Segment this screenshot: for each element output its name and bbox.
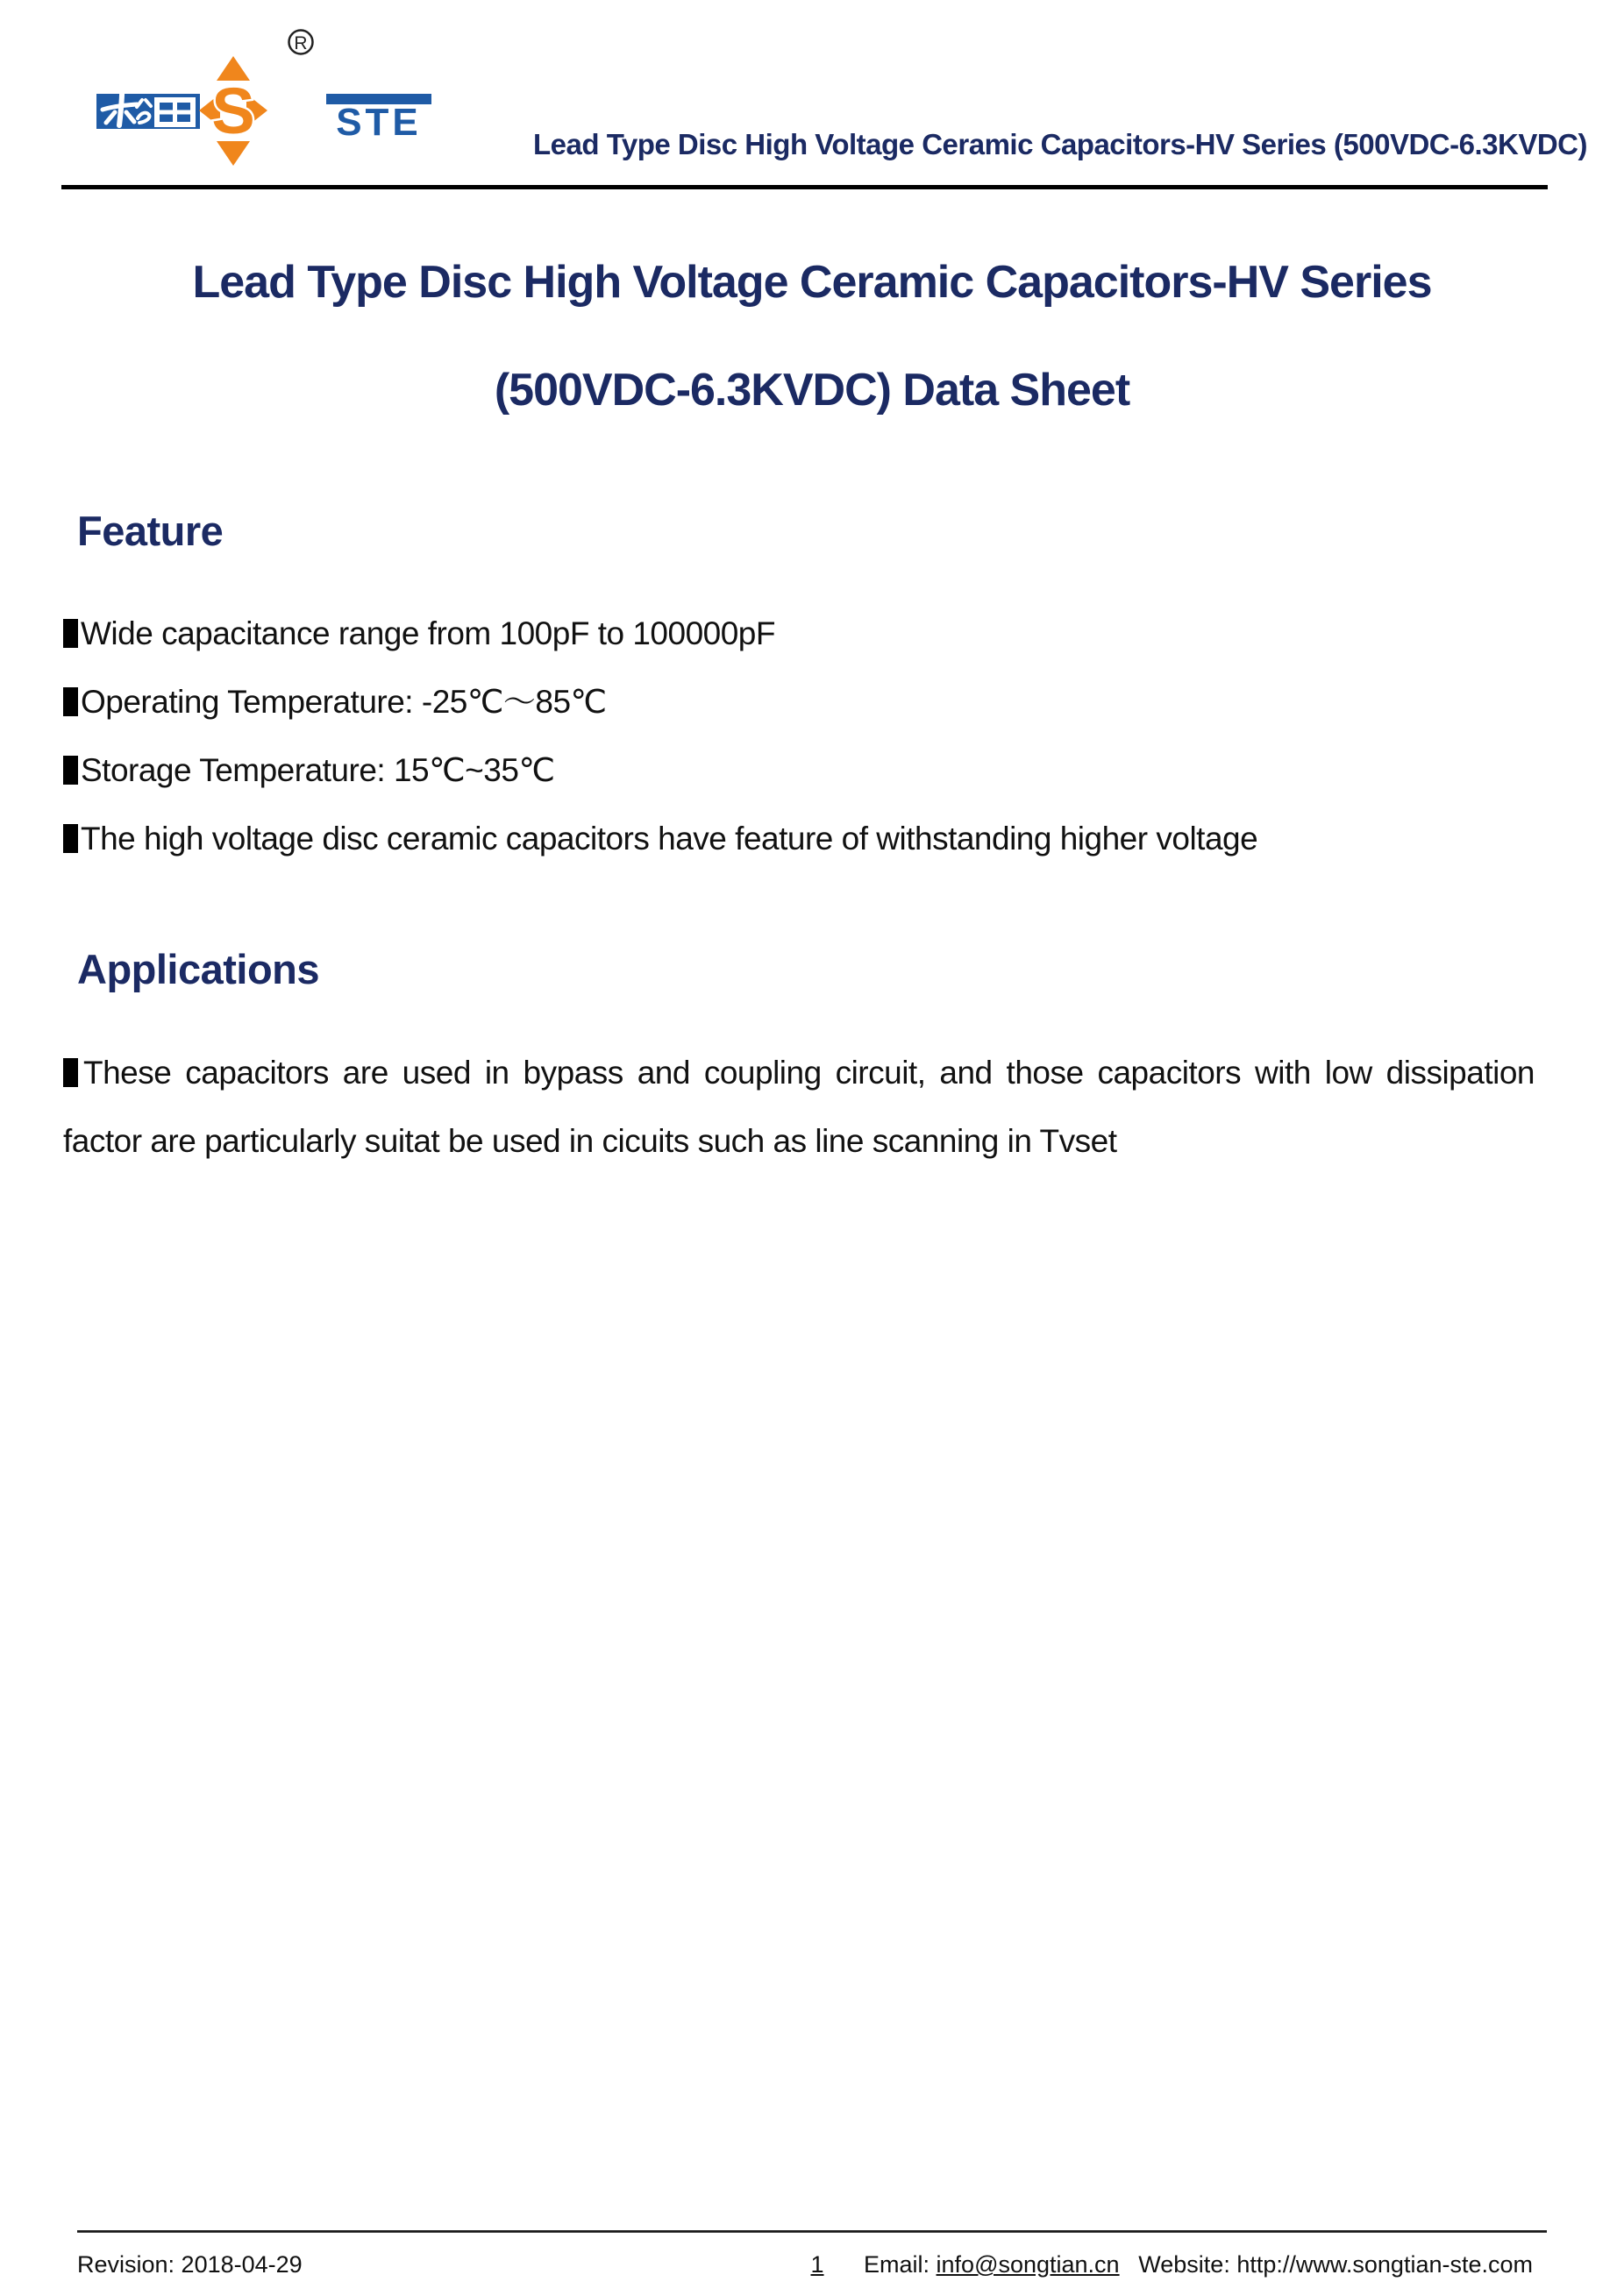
logo-s-letter: S	[211, 75, 255, 147]
logo-ste-text: STE	[336, 101, 422, 144]
feature-item	[63, 615, 1257, 653]
feature-item-text: Operating Temperature: -25℃～85℃	[81, 684, 607, 720]
feature-item	[63, 820, 1257, 858]
feature-item-text: The high voltage disc ceramic capacitors have feature of withstanding higher voltage	[81, 821, 1258, 857]
bullet-square-icon	[63, 619, 78, 648]
page-title-line2: (500VDC-6.3KVDC) Data Sheet	[494, 365, 1130, 416]
logo-s-compass-icon	[199, 56, 267, 166]
footer-revision: Revision: 2018-04-29	[77, 2251, 303, 2278]
feature-list	[63, 615, 1257, 888]
bullet-square-icon	[63, 756, 78, 785]
bullet-square-icon	[63, 687, 78, 716]
footer-divider	[77, 2230, 1547, 2233]
logo-ste-wordmark	[326, 94, 431, 144]
footer-website-label: Website:	[1138, 2251, 1237, 2278]
feature-item	[63, 683, 1257, 721]
feature-item-text: Wide capacitance range from 100pF to 100000pF	[81, 615, 775, 651]
company-logo	[88, 26, 438, 171]
registered-letter: R	[294, 33, 308, 53]
feature-heading: Feature	[77, 508, 224, 554]
applications-heading: Applications	[77, 946, 320, 992]
footer-email	[864, 2251, 1120, 2278]
page-title-line1: Lead Type Disc High Voltage Ceramic Capacitors-HV Series	[192, 257, 1432, 308]
footer-email-link[interactable]: info@songtian.cn	[936, 2251, 1120, 2278]
bullet-square-icon	[63, 824, 78, 853]
header-divider	[61, 185, 1548, 189]
feature-item	[63, 751, 1257, 790]
header-document-title: Lead Type Disc High Voltage Ceramic Capacitors-HV Series (500VDC-6.3KVDC)	[533, 128, 1587, 160]
registered-trademark-icon	[289, 31, 313, 54]
applications-paragraph-text: These capacitors are used in bypass and coupling circuit, and those capacitors with low dissipation factor are particularly suitat be used in cicuits such as line scanning in Tvset	[63, 1055, 1535, 1159]
logo-cn-characters	[96, 77, 200, 129]
footer-website	[1138, 2251, 1533, 2278]
footer-website-url: http://www.songtian-ste.com	[1236, 2251, 1533, 2278]
applications-paragraph	[63, 1039, 1535, 1176]
footer-page-number: 1	[810, 2251, 824, 2278]
feature-item-text: Storage Temperature: 15℃~35℃	[81, 752, 555, 788]
footer-email-label: Email:	[864, 2251, 937, 2278]
bullet-square-icon	[63, 1058, 78, 1087]
